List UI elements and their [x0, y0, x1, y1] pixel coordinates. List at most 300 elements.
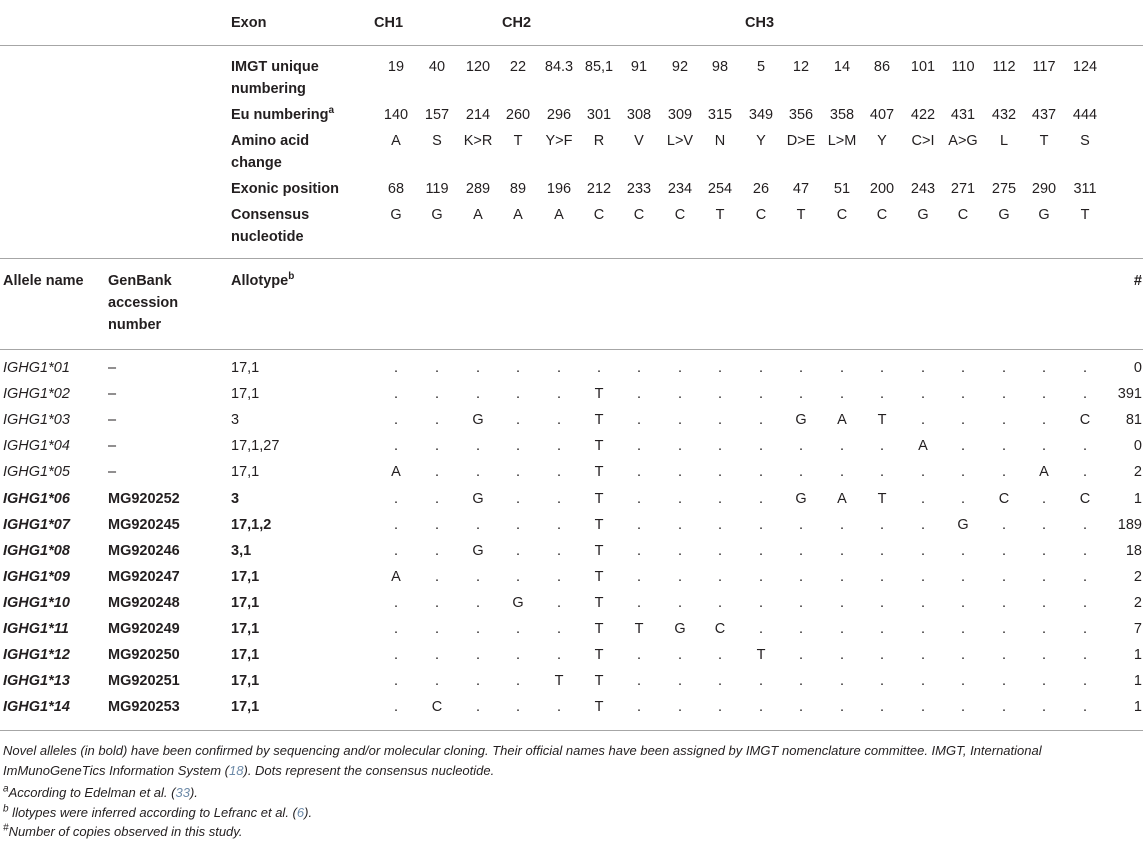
- nucleotide-cell: T: [594, 517, 604, 533]
- nucleotide-cell: .: [839, 543, 845, 559]
- nucleotide-cell: .: [556, 543, 562, 559]
- nucleotide-cell: .: [920, 517, 926, 533]
- nucleotide-cell: T: [594, 569, 604, 585]
- nucleotide-cell: .: [758, 517, 764, 533]
- nucleotide-cell: .: [839, 673, 845, 689]
- nucleotide-cell: .: [636, 543, 642, 559]
- nucleotide-cell: .: [475, 569, 481, 585]
- copy-count: 0: [1133, 360, 1142, 376]
- nucleotide-cell: T: [594, 491, 604, 507]
- nucleotide-cell: .: [758, 569, 764, 585]
- nucleotide-cell: .: [393, 543, 399, 559]
- consensus-cell: T: [1080, 207, 1090, 223]
- nucleotide-cell: G: [795, 412, 807, 428]
- exon-ch3: CH3: [745, 15, 775, 31]
- nucleotide-cell: .: [758, 595, 764, 611]
- nucleotide-cell: .: [879, 386, 885, 402]
- nucleotide-cell: .: [515, 438, 521, 454]
- nucleotide-cell: G: [472, 491, 484, 507]
- imgt-cell: 98: [711, 59, 729, 75]
- aa-cell: A>G: [948, 133, 978, 149]
- exonic-cell: 26: [752, 181, 770, 197]
- nucleotide-cell: .: [1001, 386, 1007, 402]
- aa-cell: L: [999, 133, 1009, 149]
- allele-name: IGHG1*06: [3, 491, 70, 507]
- nucleotide-cell: .: [1041, 491, 1047, 507]
- eu-cell: 301: [586, 107, 612, 123]
- exonic-cell: 119: [425, 181, 449, 197]
- nucleotide-cell: .: [798, 543, 804, 559]
- nucleotide-cell: .: [758, 386, 764, 402]
- exonic-cell: 212: [586, 181, 612, 197]
- nucleotide-cell: A: [918, 438, 928, 454]
- nucleotide-cell: .: [839, 569, 845, 585]
- nucleotide-cell: .: [475, 647, 481, 663]
- nucleotide-cell: .: [393, 673, 399, 689]
- genbank-accession: MG920252: [108, 491, 180, 507]
- nucleotide-cell: .: [434, 360, 440, 376]
- nucleotide-cell: .: [879, 360, 885, 376]
- nucleotide-cell: .: [1082, 595, 1088, 611]
- eu-cell: 437: [1031, 107, 1057, 123]
- nucleotide-cell: .: [556, 595, 562, 611]
- nucleotide-cell: .: [960, 621, 966, 637]
- imgt-cell: 91: [630, 59, 648, 75]
- nucleotide-cell: .: [515, 543, 521, 559]
- nucleotide-cell: .: [960, 543, 966, 559]
- copy-count: 1: [1133, 673, 1142, 689]
- col-allotype-sup: b: [288, 271, 295, 283]
- imgt-cell: 110: [951, 59, 975, 75]
- nucleotide-cell: .: [434, 438, 440, 454]
- exonic-cell: 68: [387, 181, 405, 197]
- allele-name: IGHG1*09: [3, 569, 70, 585]
- allele-name: IGHG1*12: [3, 647, 70, 663]
- exonic-cell: 275: [991, 181, 1017, 197]
- allotype: 17,1,2: [231, 517, 272, 533]
- col-count: #: [1133, 273, 1142, 289]
- nucleotide-cell: .: [920, 543, 926, 559]
- nucleotide-cell: .: [879, 569, 885, 585]
- nucleotide-cell: .: [1041, 595, 1047, 611]
- nucleotide-cell: .: [960, 464, 966, 480]
- allotype: 17,1: [231, 360, 260, 376]
- nucleotide-cell: .: [475, 673, 481, 689]
- nucleotide-cell: A: [391, 464, 401, 480]
- nucleotide-cell: .: [636, 517, 642, 533]
- exonic-label: Exonic position: [231, 181, 339, 197]
- nucleotide-cell: .: [920, 673, 926, 689]
- nucleotide-cell: .: [677, 517, 683, 533]
- aa-cell: A: [391, 133, 401, 149]
- aa-cell: C>I: [911, 133, 935, 149]
- copy-count: 1: [1133, 647, 1142, 663]
- exonic-cell: 233: [626, 181, 652, 197]
- nucleotide-cell: .: [1041, 569, 1047, 585]
- nucleotide-cell: .: [1082, 673, 1088, 689]
- nucleotide-cell: .: [1001, 517, 1007, 533]
- consensus-cell: A: [554, 207, 564, 223]
- nucleotide-cell: T: [594, 621, 604, 637]
- nucleotide-cell: .: [636, 595, 642, 611]
- col-genbank-1: GenBank: [108, 273, 172, 289]
- nucleotide-cell: .: [717, 673, 723, 689]
- nucleotide-cell: .: [798, 517, 804, 533]
- copy-count: 0: [1133, 438, 1142, 454]
- col-genbank-3: number: [108, 317, 162, 333]
- nucleotide-cell: .: [677, 438, 683, 454]
- nucleotide-cell: .: [1001, 673, 1007, 689]
- aa-cell: D>E: [786, 133, 816, 149]
- eu-label-sup: a: [328, 105, 335, 117]
- footnote-line-2-pre: ImMunoGeneTics Information System (: [3, 763, 230, 778]
- nucleotide-cell: .: [960, 673, 966, 689]
- nucleotide-cell: .: [798, 438, 804, 454]
- consensus-cell: G: [917, 207, 929, 223]
- nucleotide-cell: .: [1001, 621, 1007, 637]
- nucleotide-cell: .: [556, 621, 562, 637]
- nucleotide-cell: .: [556, 569, 562, 585]
- imgt-cell: 85,1: [584, 59, 614, 75]
- eu-cell: 308: [626, 107, 652, 123]
- nucleotide-cell: .: [475, 438, 481, 454]
- nucleotide-cell: .: [677, 673, 683, 689]
- genbank-accession: MG920245: [108, 517, 180, 533]
- nucleotide-cell: .: [1001, 569, 1007, 585]
- nucleotide-cell: .: [556, 699, 562, 715]
- copy-count: 81: [1125, 412, 1142, 428]
- eu-cell: 309: [667, 107, 693, 123]
- nucleotide-cell: .: [636, 464, 642, 480]
- imgt-cell: 5: [756, 59, 766, 75]
- imgt-label-1: IMGT unique: [231, 59, 319, 75]
- nucleotide-cell: T: [594, 699, 604, 715]
- imgt-cell: 14: [833, 59, 851, 75]
- nucleotide-cell: .: [1001, 699, 1007, 715]
- ref-link-33[interactable]: 33: [175, 785, 190, 800]
- nucleotide-cell: .: [1041, 517, 1047, 533]
- footnote-hash-mark: #: [3, 822, 9, 834]
- nucleotide-cell: .: [1082, 360, 1088, 376]
- consensus-cell: G: [1038, 207, 1050, 223]
- rule-header-bottom: [0, 349, 1143, 350]
- nucleotide-cell: .: [758, 412, 764, 428]
- nucleotide-cell: .: [839, 621, 845, 637]
- nucleotide-cell: .: [677, 412, 683, 428]
- eu-cell: 315: [707, 107, 733, 123]
- nucleotide-cell: .: [475, 699, 481, 715]
- copy-count: 1: [1133, 491, 1142, 507]
- nucleotide-cell: .: [717, 647, 723, 663]
- exonic-cell: 290: [1031, 181, 1057, 197]
- aa-cell: L>M: [827, 133, 857, 149]
- nucleotide-cell: .: [920, 360, 926, 376]
- consensus-label-2: nucleotide: [231, 229, 304, 245]
- exonic-cell: 196: [546, 181, 572, 197]
- nucleotide-cell: .: [920, 569, 926, 585]
- nucleotide-cell: .: [717, 595, 723, 611]
- nucleotide-cell: G: [472, 543, 484, 559]
- aa-cell: N: [714, 133, 726, 149]
- eu-cell: 260: [505, 107, 531, 123]
- copy-count: 189: [1117, 517, 1142, 533]
- nucleotide-cell: .: [717, 438, 723, 454]
- nucleotide-cell: T: [594, 543, 604, 559]
- footnote-hash-text: Number of copies observed in this study.: [8, 824, 243, 839]
- nucleotide-cell: .: [717, 543, 723, 559]
- nucleotide-cell: .: [920, 464, 926, 480]
- allele-name: IGHG1*07: [3, 517, 70, 533]
- nucleotide-cell: G: [795, 491, 807, 507]
- nucleotide-cell: .: [1041, 621, 1047, 637]
- nucleotide-cell: .: [636, 438, 642, 454]
- copy-count: 2: [1133, 569, 1142, 585]
- nucleotide-cell: .: [434, 464, 440, 480]
- exonic-cell: 234: [667, 181, 693, 197]
- nucleotide-cell: T: [594, 647, 604, 663]
- col-allele: Allele name: [3, 273, 84, 289]
- allotype: 17,1: [231, 464, 260, 480]
- nucleotide-cell: .: [758, 673, 764, 689]
- ref-link-18[interactable]: 18: [229, 763, 244, 778]
- nucleotide-cell: .: [677, 543, 683, 559]
- nucleotide-cell: T: [594, 386, 604, 402]
- copy-count: 391: [1117, 386, 1142, 402]
- genbank-accession: MG920249: [108, 621, 180, 637]
- allotype: 17,1: [231, 569, 260, 585]
- nucleotide-cell: T: [877, 412, 887, 428]
- nucleotide-cell: .: [596, 360, 602, 376]
- nucleotide-cell: .: [434, 386, 440, 402]
- nucleotide-cell: A: [837, 491, 847, 507]
- consensus-cell: C: [957, 207, 969, 223]
- nucleotide-cell: .: [434, 412, 440, 428]
- col-allotype-text: Allotype: [231, 273, 289, 289]
- nucleotide-cell: .: [839, 595, 845, 611]
- nucleotide-cell: T: [554, 673, 564, 689]
- nucleotide-cell: .: [677, 595, 683, 611]
- imgt-cell: 22: [509, 59, 527, 75]
- nucleotide-cell: .: [1041, 412, 1047, 428]
- nucleotide-cell: .: [556, 412, 562, 428]
- eu-cell: 140: [383, 107, 409, 123]
- nucleotide-cell: .: [515, 569, 521, 585]
- nucleotide-cell: T: [594, 464, 604, 480]
- aa-cell: S: [432, 133, 442, 149]
- nucleotide-cell: T: [594, 412, 604, 428]
- nucleotide-cell: G: [957, 517, 969, 533]
- exonic-cell: 47: [792, 181, 810, 197]
- imgt-cell: 86: [873, 59, 891, 75]
- aa-cell: Y: [756, 133, 766, 149]
- nucleotide-cell: .: [920, 491, 926, 507]
- nucleotide-cell: .: [677, 386, 683, 402]
- nucleotide-cell: .: [434, 569, 440, 585]
- rule-top: [0, 45, 1143, 46]
- nucleotide-cell: .: [677, 699, 683, 715]
- consensus-cell: T: [796, 207, 806, 223]
- consensus-cell: G: [390, 207, 402, 223]
- nucleotide-cell: .: [636, 386, 642, 402]
- nucleotide-cell: .: [515, 412, 521, 428]
- aa-cell: K>R: [463, 133, 493, 149]
- exon-ch2: CH2: [502, 15, 532, 31]
- exonic-cell: 51: [833, 181, 851, 197]
- nucleotide-cell: .: [879, 517, 885, 533]
- footnote-line-1: Novel alleles (in bold) have been confirmed by sequencing and/or molecular cloning. Their official names have been assigned by IMGT nomenclature committee. IMGT, International: [3, 743, 1042, 758]
- eu-cell: 349: [748, 107, 774, 123]
- nucleotide-cell: .: [636, 647, 642, 663]
- allotype: 17,1: [231, 699, 260, 715]
- nucleotide-cell: .: [839, 517, 845, 533]
- footnote-a: [3, 783, 198, 803]
- nucleotide-cell: G: [512, 595, 524, 611]
- nucleotide-cell: .: [515, 517, 521, 533]
- nucleotide-cell: .: [960, 360, 966, 376]
- col-genbank-2: accession: [108, 295, 179, 311]
- aa-cell: L>V: [666, 133, 694, 149]
- nucleotide-cell: .: [677, 569, 683, 585]
- footnote-b: [3, 803, 312, 823]
- eu-cell: 422: [910, 107, 936, 123]
- nucleotide-cell: .: [960, 569, 966, 585]
- eu-cell: 296: [546, 107, 572, 123]
- nucleotide-cell: .: [920, 621, 926, 637]
- aa-cell: T: [1039, 133, 1049, 149]
- nucleotide-cell: .: [1041, 699, 1047, 715]
- genbank-accession: –: [108, 412, 117, 428]
- allele-name: IGHG1*05: [3, 464, 70, 480]
- nucleotide-cell: .: [515, 673, 521, 689]
- nucleotide-cell: .: [798, 464, 804, 480]
- nucleotide-cell: .: [717, 464, 723, 480]
- genbank-accession: –: [108, 438, 117, 454]
- nucleotide-cell: .: [1041, 647, 1047, 663]
- consensus-cell: C: [674, 207, 686, 223]
- nucleotide-cell: .: [920, 595, 926, 611]
- nucleotide-cell: .: [758, 543, 764, 559]
- genbank-accession: MG920246: [108, 543, 180, 559]
- genbank-accession: MG920251: [108, 673, 180, 689]
- nucleotide-cell: .: [1082, 621, 1088, 637]
- consensus-cell: A: [473, 207, 483, 223]
- eu-cell: 358: [829, 107, 855, 123]
- eu-cell: 432: [991, 107, 1017, 123]
- allele-name: IGHG1*11: [3, 621, 69, 637]
- consensus-cell: C: [836, 207, 848, 223]
- imgt-cell: 12: [792, 59, 810, 75]
- nucleotide-cell: .: [393, 438, 399, 454]
- footnote-b-pre: llotypes were inferred according to Lefranc et al. (: [8, 805, 297, 820]
- nucleotide-cell: .: [717, 412, 723, 428]
- nucleotide-cell: .: [920, 647, 926, 663]
- nucleotide-cell: .: [556, 517, 562, 533]
- nucleotide-cell: .: [960, 438, 966, 454]
- nucleotide-cell: .: [960, 412, 966, 428]
- nucleotide-cell: .: [798, 360, 804, 376]
- nucleotide-cell: .: [758, 699, 764, 715]
- consensus-cell: G: [998, 207, 1010, 223]
- nucleotide-cell: .: [1082, 438, 1088, 454]
- nucleotide-cell: .: [393, 621, 399, 637]
- footnote-a-post: ).: [189, 785, 198, 800]
- exon-ch1: CH1: [374, 15, 404, 31]
- nucleotide-cell: .: [556, 464, 562, 480]
- imgt-cell: 124: [1072, 59, 1098, 75]
- exonic-cell: 200: [869, 181, 895, 197]
- nucleotide-cell: .: [717, 699, 723, 715]
- nucleotide-cell: .: [1082, 647, 1088, 663]
- nucleotide-cell: .: [636, 412, 642, 428]
- nucleotide-cell: .: [839, 699, 845, 715]
- nucleotide-cell: T: [756, 647, 766, 663]
- nucleotide-cell: C: [998, 491, 1010, 507]
- nucleotide-cell: .: [393, 517, 399, 533]
- nucleotide-cell: .: [717, 517, 723, 533]
- aa-cell: T: [513, 133, 523, 149]
- nucleotide-cell: .: [475, 360, 481, 376]
- nucleotide-cell: .: [393, 360, 399, 376]
- ref-link-6[interactable]: 6: [296, 805, 305, 820]
- footnote-b-mark: b: [3, 803, 9, 815]
- copy-count: 1: [1133, 699, 1142, 715]
- nucleotide-cell: C: [431, 699, 443, 715]
- nucleotide-cell: .: [475, 621, 481, 637]
- nucleotide-cell: .: [839, 647, 845, 663]
- aa-cell: Y>F: [545, 133, 573, 149]
- imgt-cell: 40: [428, 59, 446, 75]
- exonic-cell: 89: [509, 181, 527, 197]
- nucleotide-cell: .: [515, 621, 521, 637]
- allotype: 17,1: [231, 673, 260, 689]
- nucleotide-cell: .: [434, 621, 440, 637]
- allotype: 17,1: [231, 595, 260, 611]
- consensus-cell: C: [633, 207, 645, 223]
- allele-name: IGHG1*02: [3, 386, 70, 402]
- nucleotide-cell: .: [920, 412, 926, 428]
- nucleotide-cell: .: [717, 569, 723, 585]
- nucleotide-cell: .: [960, 386, 966, 402]
- nucleotide-cell: .: [920, 699, 926, 715]
- footnote-line-2: [3, 761, 494, 781]
- nucleotide-cell: .: [758, 491, 764, 507]
- exonic-cell: 311: [1073, 181, 1097, 197]
- eu-cell: 407: [869, 107, 895, 123]
- nucleotide-cell: .: [393, 595, 399, 611]
- nucleotide-cell: .: [677, 647, 683, 663]
- nucleotide-cell: .: [475, 464, 481, 480]
- imgt-cell: 120: [465, 59, 491, 75]
- nucleotide-cell: .: [636, 569, 642, 585]
- nucleotide-cell: .: [879, 595, 885, 611]
- nucleotide-cell: .: [839, 386, 845, 402]
- nucleotide-cell: .: [879, 464, 885, 480]
- nucleotide-cell: .: [960, 647, 966, 663]
- exonic-cell: 289: [465, 181, 491, 197]
- copy-count: 2: [1133, 464, 1142, 480]
- consensus-cell: T: [715, 207, 725, 223]
- nucleotide-cell: G: [472, 412, 484, 428]
- nucleotide-cell: .: [556, 386, 562, 402]
- nucleotide-cell: .: [1001, 543, 1007, 559]
- nucleotide-cell: .: [515, 491, 521, 507]
- nucleotide-cell: G: [674, 621, 686, 637]
- nucleotide-cell: .: [515, 360, 521, 376]
- nucleotide-cell: .: [798, 386, 804, 402]
- allotype: 17,1: [231, 647, 260, 663]
- nucleotide-cell: .: [1082, 464, 1088, 480]
- nucleotide-cell: .: [1001, 647, 1007, 663]
